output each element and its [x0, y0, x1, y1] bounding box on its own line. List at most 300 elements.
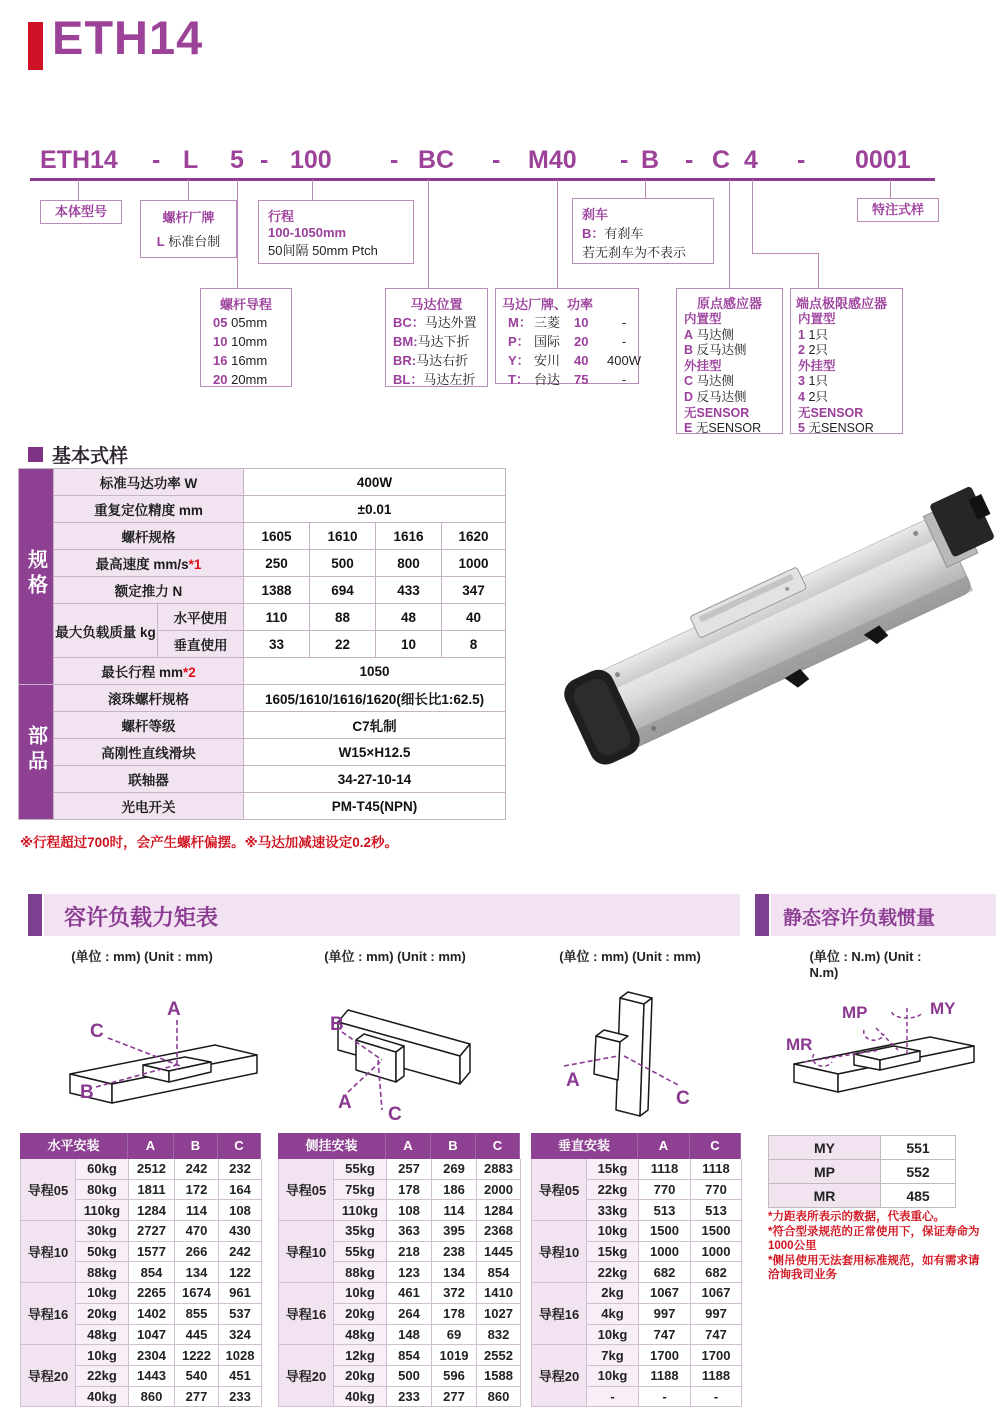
connector-line	[752, 253, 818, 254]
value-cell: 1028	[219, 1345, 262, 1366]
col-header-c: C	[690, 1133, 741, 1159]
value-cell: 238	[432, 1242, 477, 1263]
title-accent-bar	[28, 22, 43, 70]
callout-screw-brand	[140, 200, 237, 258]
col-header-a: A	[386, 1133, 431, 1159]
callout-row	[386, 313, 487, 332]
model-dash: -	[152, 146, 161, 174]
callout-row	[582, 223, 704, 242]
load-cell: 110kg	[334, 1200, 387, 1221]
value-cell: 747	[639, 1325, 691, 1346]
model-part: 4	[744, 146, 758, 174]
lead-group-label: 导程20	[532, 1345, 587, 1407]
static-inertia-table	[768, 1135, 956, 1208]
diagram-vertical-mount	[548, 984, 708, 1132]
option-text: 05mm	[231, 315, 268, 330]
callout-row	[791, 328, 902, 344]
spec-value: 88	[310, 604, 376, 631]
option-text: 马达右折	[416, 353, 469, 368]
model-part: 5	[230, 146, 244, 174]
value-cell: 1222	[175, 1345, 219, 1366]
callout-row	[502, 332, 638, 351]
load-cell: 80kg	[76, 1180, 129, 1201]
banner-title: 静态容许负载惯量	[783, 908, 936, 929]
option-text: 马达侧	[696, 374, 735, 389]
option-code: Y：	[508, 353, 530, 368]
spec-sublabel: 水平使用	[158, 604, 244, 631]
stroke-range: 100-1050mm	[268, 225, 347, 240]
col-header-b: B	[174, 1133, 218, 1159]
power-code: 10	[574, 315, 589, 330]
load-cell: 22kg	[76, 1366, 129, 1387]
load-cell: 30kg	[76, 1221, 129, 1242]
spec-label: 联轴器	[54, 766, 244, 793]
col-header-c: C	[218, 1133, 261, 1159]
option-code: 10	[213, 334, 228, 349]
value-cell: 1118	[691, 1159, 742, 1180]
callout-title: 特注式样	[871, 202, 924, 217]
spec-label: 标准马达功率 W	[54, 469, 244, 496]
value-cell: -	[639, 1387, 691, 1408]
model-underline	[30, 178, 935, 181]
value-cell: 1500	[691, 1221, 742, 1242]
unit-label: (单位 : mm) (Unit : mm)	[324, 949, 466, 964]
power-code: 20	[574, 334, 589, 349]
callout-title: 螺杆厂牌	[162, 210, 215, 225]
value-cell: 114	[175, 1200, 219, 1221]
spec-value: 1000	[442, 550, 506, 577]
load-cell: 10kg	[76, 1345, 129, 1366]
spec-label: 最大负载质量 kg	[54, 604, 158, 658]
value-cell: 2368	[477, 1221, 521, 1242]
col-header-a: A	[638, 1133, 690, 1159]
value-cell: 218	[387, 1242, 432, 1263]
footnote-line: 1000公里	[768, 1240, 817, 1253]
callout-row	[502, 351, 641, 370]
lead-group-label: 导程16	[21, 1283, 76, 1345]
value-cell: 1067	[691, 1283, 742, 1304]
footnote-line: 洽询我司业务	[768, 1269, 837, 1282]
value-cell: 114	[432, 1200, 477, 1221]
value-cell: 1577	[129, 1242, 175, 1263]
table-title: 侧挂安装	[278, 1133, 386, 1159]
connector-line	[78, 180, 79, 200]
power-code: 40	[574, 353, 589, 368]
model-dash: -	[260, 146, 269, 174]
value-cell: 537	[219, 1304, 262, 1325]
axis-label-a: A	[338, 1092, 352, 1113]
load-cell: -	[587, 1387, 639, 1408]
diagram-side-mount	[320, 988, 505, 1128]
lead-group-label: 导程05	[21, 1159, 76, 1221]
callout-row	[201, 332, 291, 351]
load-cell: 20kg	[334, 1304, 387, 1325]
option-text: 2只	[808, 389, 828, 404]
spec-label: 高刚性直线滑块	[54, 739, 244, 766]
load-cell: 50kg	[76, 1242, 129, 1263]
load-cell: 10kg	[76, 1283, 129, 1304]
option-text: 2只	[808, 343, 828, 358]
value-cell: 445	[175, 1325, 219, 1346]
value-cell: 363	[387, 1221, 432, 1242]
power-watt: -	[621, 334, 627, 349]
value-cell: 172	[175, 1180, 219, 1201]
load-cell: 4kg	[587, 1304, 639, 1325]
brand-name: 三菱	[534, 315, 561, 330]
load-cell: 48kg	[76, 1325, 129, 1346]
callout-stroke	[258, 200, 414, 264]
callout-body-model	[40, 200, 122, 224]
value-cell: 1019	[432, 1345, 477, 1366]
option-text: 10mm	[231, 334, 268, 349]
value-cell: 395	[432, 1221, 477, 1242]
value-cell: 1067	[639, 1283, 691, 1304]
option-text: 马达外置	[424, 315, 477, 330]
sensor-group-label: 外挂型	[798, 358, 836, 373]
spec-table	[18, 468, 506, 820]
value-cell: 1402	[129, 1304, 175, 1325]
connector-line	[557, 180, 558, 288]
sensor-group-label: 内置型	[684, 312, 722, 326]
value-cell: 1284	[477, 1200, 521, 1221]
callout-title: 行程	[268, 209, 295, 224]
option-text: 16mm	[231, 353, 268, 368]
value-cell: 233	[219, 1387, 262, 1408]
model-part: 100	[290, 146, 332, 174]
load-cell: 2kg	[587, 1283, 639, 1304]
table-title: 垂直安装	[531, 1133, 638, 1159]
connector-line	[188, 180, 189, 200]
load-cell: 10kg	[587, 1221, 639, 1242]
unit-label: (单位 : mm) (Unit : mm)	[71, 949, 213, 964]
value-cell: 430	[219, 1221, 262, 1242]
lead-group-label: 导程20	[279, 1345, 334, 1407]
moment-table-vertical	[531, 1159, 742, 1407]
value-cell: 2552	[477, 1345, 521, 1366]
load-cell: 55kg	[334, 1242, 387, 1263]
spec-label: 光电开关	[54, 793, 244, 820]
section-title-basic-spec: 基本式样	[52, 446, 129, 467]
load-cell: 110kg	[76, 1200, 129, 1221]
load-cell: 15kg	[587, 1159, 639, 1180]
option-text: 标准台制	[168, 234, 221, 249]
spec-value: 1605/1610/1616/1620(细长比1:62.5)	[244, 685, 506, 712]
value-cell: 854	[387, 1345, 432, 1366]
load-cell: 60kg	[76, 1159, 129, 1180]
callout-title: 原点感应器	[696, 296, 762, 311]
spec-sublabel: 垂直使用	[158, 631, 244, 658]
lead-group-label: 导程20	[21, 1345, 76, 1407]
option-code: BL：	[393, 372, 424, 387]
callout-row	[386, 332, 487, 351]
callout-limit-sensor	[790, 288, 903, 434]
brand-name: 国际	[534, 334, 561, 349]
option-text: 1只	[808, 327, 828, 342]
value-cell: 122	[219, 1262, 262, 1283]
value-cell: 682	[691, 1262, 742, 1283]
spec-value: 1620	[442, 523, 506, 550]
value-cell: 1445	[477, 1242, 521, 1263]
connector-line	[729, 180, 730, 288]
inertia-value: 485	[881, 1184, 956, 1208]
connector-line	[237, 180, 238, 288]
callout-row	[791, 421, 902, 437]
value-cell: 108	[387, 1200, 432, 1221]
callout-row	[386, 351, 487, 370]
axis-label-a: A	[167, 999, 181, 1020]
value-cell: 997	[691, 1304, 742, 1325]
value-cell: 1284	[129, 1200, 175, 1221]
lead-group-label: 导程05	[532, 1159, 587, 1221]
spec-value: 1610	[310, 523, 376, 550]
spec-value: 347	[442, 577, 506, 604]
value-cell: 242	[219, 1242, 262, 1263]
value-cell: 770	[691, 1180, 742, 1201]
value-cell: 1188	[639, 1366, 691, 1387]
option-code: 5	[798, 421, 805, 436]
spec-label: 额定推力 N	[54, 577, 244, 604]
value-cell: 164	[219, 1180, 262, 1201]
axis-label-b: B	[330, 1014, 344, 1035]
power-watt: 400W	[607, 353, 641, 368]
option-text: 反马达侧	[696, 389, 747, 404]
spec-label: 螺杆等级	[54, 712, 244, 739]
value-cell: 682	[639, 1262, 691, 1283]
option-code: P：	[508, 334, 530, 349]
value-cell: 596	[432, 1366, 477, 1387]
callout-row	[141, 231, 236, 250]
value-cell: 372	[432, 1283, 477, 1304]
value-cell: 513	[691, 1200, 742, 1221]
connector-line	[312, 180, 313, 200]
value-cell: 1811	[129, 1180, 175, 1201]
moment-table-horizontal	[20, 1159, 262, 1407]
spec-label: 滚珠螺杆规格	[54, 685, 244, 712]
option-text: 马达左折	[423, 372, 476, 387]
value-cell: 747	[691, 1325, 742, 1346]
value-cell: 233	[387, 1387, 432, 1408]
model-part: B	[641, 146, 660, 174]
spec-label: 最高速度 mm/s*1	[54, 550, 244, 577]
value-cell: 69	[432, 1325, 477, 1346]
value-cell: 232	[219, 1159, 262, 1180]
load-cell: 40kg	[76, 1387, 129, 1408]
callout-row	[791, 390, 902, 406]
option-code: BR:	[393, 353, 417, 368]
load-cell: 7kg	[587, 1345, 639, 1366]
load-cell: 88kg	[76, 1262, 129, 1283]
diagram-static-moments	[780, 988, 995, 1108]
callout-row	[791, 374, 902, 390]
option-code: T：	[508, 372, 529, 387]
model-part: L	[183, 146, 199, 174]
model-dash: -	[620, 146, 629, 174]
power-watt: -	[621, 315, 627, 330]
sensor-group-label: 无SENSOR	[684, 405, 750, 420]
spec-value: 1616	[376, 523, 442, 550]
option-text: 无SENSOR	[808, 421, 874, 436]
spec-value: ±0.01	[244, 496, 506, 523]
option-code: BC：	[393, 315, 425, 330]
model-part: M40	[528, 146, 577, 174]
callout-row	[677, 421, 782, 437]
lead-group-label: 导程10	[21, 1221, 76, 1283]
option-code: 20	[213, 372, 228, 387]
spec-value: 1388	[244, 577, 310, 604]
value-cell: 855	[175, 1304, 219, 1325]
table-title: 水平安装	[20, 1133, 128, 1159]
moment-label-mr: MR	[786, 1035, 813, 1054]
option-code: 05	[213, 315, 228, 330]
connector-line	[890, 180, 891, 198]
callout-row	[386, 370, 487, 389]
load-cell: 12kg	[334, 1345, 387, 1366]
callout-row	[502, 370, 638, 389]
value-cell: 264	[387, 1304, 432, 1325]
value-cell: 2304	[129, 1345, 175, 1366]
load-cell: 20kg	[76, 1304, 129, 1325]
spec-value: 40	[442, 604, 506, 631]
value-cell: 1000	[639, 1242, 691, 1263]
model-part: C	[712, 146, 731, 174]
sensor-group-label: 外挂型	[684, 358, 722, 373]
callout-origin-sensor	[676, 288, 783, 434]
option-code: 16	[213, 353, 228, 368]
value-cell: 961	[219, 1283, 262, 1304]
value-cell: 257	[387, 1159, 432, 1180]
spec-value: 694	[310, 577, 376, 604]
section-bullet	[28, 447, 43, 462]
value-cell: 997	[639, 1304, 691, 1325]
spec-value: 1605	[244, 523, 310, 550]
value-cell: 1674	[175, 1283, 219, 1304]
load-cell: 75kg	[334, 1180, 387, 1201]
value-cell: 269	[432, 1159, 477, 1180]
value-cell: 178	[432, 1304, 477, 1325]
spec-value: 110	[244, 604, 310, 631]
callout-title: 刹车	[582, 207, 609, 222]
callout-brake	[572, 198, 714, 264]
value-cell: 451	[219, 1366, 262, 1387]
value-cell: 1000	[691, 1242, 742, 1263]
value-cell: 277	[175, 1387, 219, 1408]
value-cell: 854	[477, 1262, 521, 1283]
load-cell: 33kg	[587, 1200, 639, 1221]
axis-label-b: B	[80, 1082, 94, 1103]
banner-title: 容许负载力矩表	[64, 905, 219, 930]
value-cell: 2000	[477, 1180, 521, 1201]
unit-label: (单位 : mm) (Unit : mm)	[559, 949, 701, 964]
power-watt: -	[621, 372, 627, 387]
value-cell: 832	[477, 1325, 521, 1346]
connector-line	[818, 253, 819, 288]
lead-group-label: 导程16	[532, 1283, 587, 1345]
col-header-a: A	[128, 1133, 174, 1159]
spec-value: W15×H12.5	[244, 739, 506, 766]
callout-row	[677, 343, 782, 359]
page-title: ETH14	[52, 11, 204, 64]
model-part: BC	[418, 146, 455, 174]
load-cell: 22kg	[587, 1180, 639, 1201]
spec-value: 8	[442, 631, 506, 658]
moment-label-my: MY	[930, 999, 956, 1018]
col-header-b: B	[431, 1133, 476, 1159]
moment-table-vertical-header	[531, 1133, 741, 1159]
option-code: 4	[798, 389, 805, 404]
footnotes	[768, 1210, 996, 1283]
option-code: D	[684, 389, 694, 404]
option-code: C	[684, 374, 694, 389]
spec-footnote: ※行程超过700时，会产生螺杆偏摆。※马达加减速设定0.2秒。	[20, 835, 399, 850]
spec-value: C7轧制	[244, 712, 506, 739]
spec-band-specs: 规格	[19, 469, 54, 685]
brake-note: 若无刹车为不表示	[582, 245, 687, 260]
spec-value: 33	[244, 631, 310, 658]
inertia-label: MY	[769, 1136, 881, 1160]
option-code: BM:	[393, 334, 418, 349]
value-cell: 854	[129, 1262, 175, 1283]
lead-group-label: 导程10	[279, 1221, 334, 1283]
option-text: 20mm	[231, 372, 268, 387]
load-cell: 55kg	[334, 1159, 387, 1180]
value-cell: 108	[219, 1200, 262, 1221]
load-cell: 10kg	[334, 1283, 387, 1304]
callout-row	[201, 313, 291, 332]
spec-value: 433	[376, 577, 442, 604]
callout-motor-brand	[495, 288, 641, 387]
value-cell: 148	[387, 1325, 432, 1346]
callout-row	[677, 374, 782, 390]
load-cell: 88kg	[334, 1262, 387, 1283]
spec-label: 最长行程 mm*2	[54, 658, 244, 685]
axis-label-c: C	[90, 1021, 104, 1042]
option-code: 3	[798, 374, 805, 389]
moment-label-mp: MP	[842, 1003, 868, 1022]
option-code: M：	[508, 315, 532, 330]
value-cell: 2512	[129, 1159, 175, 1180]
callout-row	[502, 313, 638, 332]
footnote-line: *力距表所表示的数据，代表重心。	[768, 1211, 945, 1223]
value-cell: 513	[639, 1200, 691, 1221]
spec-value: 10	[376, 631, 442, 658]
value-cell: 324	[219, 1325, 262, 1346]
value-cell: 1700	[691, 1345, 742, 1366]
value-cell: 1700	[639, 1345, 691, 1366]
product-photo	[556, 486, 996, 786]
value-cell: 2265	[129, 1283, 175, 1304]
inertia-value: 551	[881, 1136, 956, 1160]
callout-row	[791, 343, 902, 359]
callout-motor-position	[385, 288, 488, 387]
spec-label: 螺杆规格	[54, 523, 244, 550]
load-cell: 20kg	[334, 1366, 387, 1387]
spec-value: 22	[310, 631, 376, 658]
sensor-group-label: 无SENSOR	[798, 405, 864, 420]
spec-value: 48	[376, 604, 442, 631]
connector-line	[645, 180, 646, 198]
value-cell: 186	[432, 1180, 477, 1201]
callout-title: 马达位置	[410, 297, 463, 312]
footnote-line: *符合型录规范的正常使用下，保证寿命为	[768, 1225, 980, 1238]
spec-value: PM-T45(NPN)	[244, 793, 506, 820]
spec-value: 500	[310, 550, 376, 577]
inertia-label: MR	[769, 1184, 881, 1208]
value-cell: 461	[387, 1283, 432, 1304]
value-cell: 860	[129, 1387, 175, 1408]
callout-row	[677, 390, 782, 406]
option-code: A	[684, 327, 694, 342]
value-cell: 1188	[691, 1366, 742, 1387]
